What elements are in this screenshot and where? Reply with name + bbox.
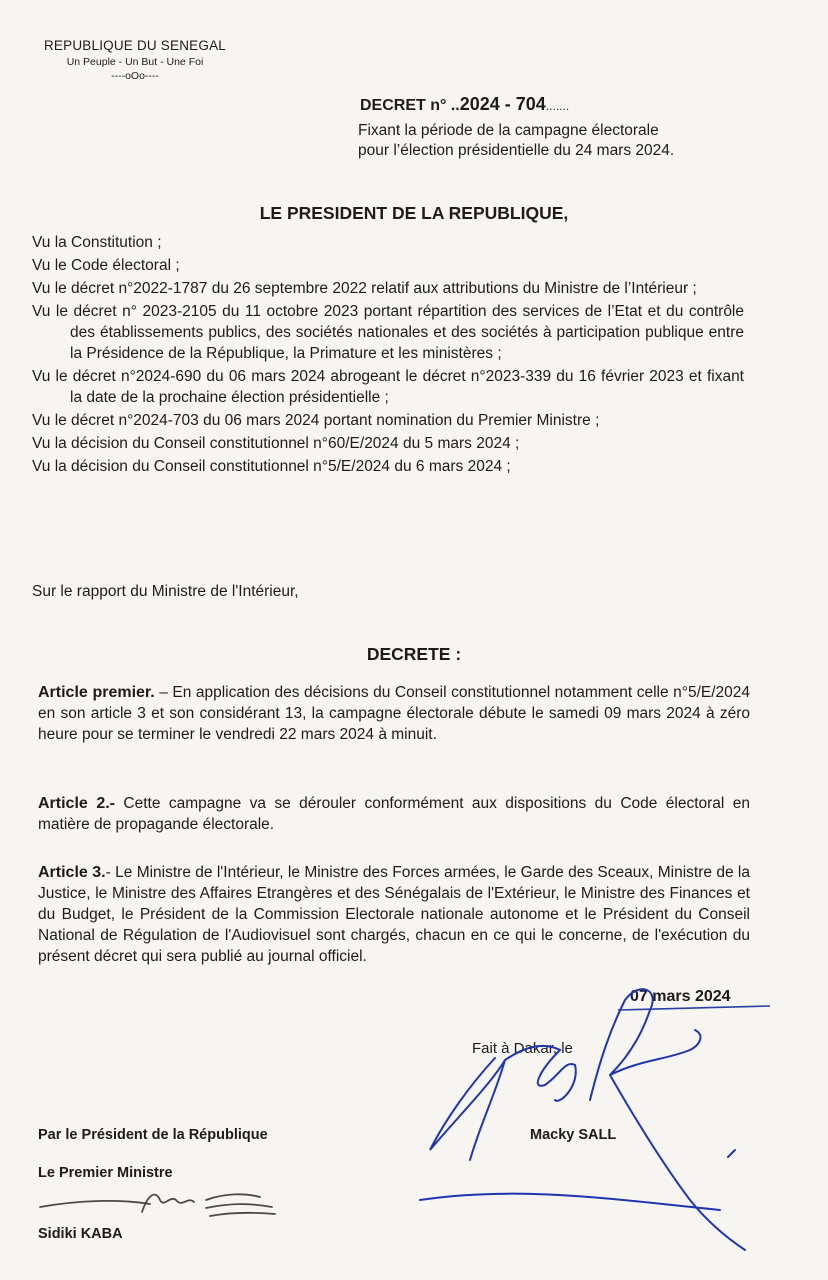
decree-number (360, 94, 569, 115)
fait-a-dakar: Fait à Dakar, le (472, 1040, 573, 1057)
country-name: REPUBLIQUE DU SENEGAL (43, 38, 226, 53)
by-president-label: Par le Président de la République (38, 1127, 268, 1143)
decree-trailing-dots: ....... (545, 99, 570, 113)
legal-references (32, 232, 744, 479)
president-heading: LE PRESIDENT DE LA REPUBLIQUE, (259, 203, 569, 223)
rapport-line: Sur le rapport du Ministre de l'Intérieur, (32, 583, 299, 600)
article-label: Article premier. (38, 684, 155, 701)
ornament: ----oOo---- (111, 70, 159, 82)
article-text: - Le Ministre de l'Intérieur, le Ministre des Forces armées, le Garde des Sceaux, Ministre de la Justice, le Ministre des Affaires Etrangères et des Sénégalais de l'Extérieur, le Ministre des Finances et du Budget, le Président de la Commission Electorale nationale autonome et le Président du Conseil National de Régulation de l'Audiovisuel sont chargés, chacun en ce qui le concerne, de l'exécution du présent décret qui sera publié au journal officiel. (38, 864, 750, 965)
decree-title-line: Fixant la période de la campagne électorale (358, 122, 659, 139)
letterhead (30, 38, 240, 82)
article-label: Article 3. (38, 864, 106, 881)
legal-reference: Vu le Code électoral ; (32, 257, 180, 274)
legal-reference: Vu la décision du Conseil constitutionnel n°5/E/2024 du 6 mars 2024 ; (32, 458, 511, 475)
article-label: Article 2.- (38, 795, 116, 812)
legal-reference: Vu le décret n°2024-690 du 06 mars 2024 abrogeant le décret n°2023-339 du 16 février 2023 et fixant la date de la prochaine élection présidentielle ; (32, 368, 744, 406)
decree-label: DECRET n° .. (360, 97, 460, 114)
article-2 (38, 793, 750, 835)
decrete-heading: DECRETE : (366, 644, 462, 664)
article-premier (38, 682, 750, 745)
signature-date: 07 mars 2024 (630, 988, 731, 1005)
legal-reference: Vu le décret n° 2023-2105 du 11 octobre 2023 portant répartition des services de l’Etat et du contrôle des établissements publics, des sociétés nationales et des sociétés à participation publique entre la Présidence de la République, la Primature et les ministères ; (32, 303, 744, 362)
president-name: Macky SALL (530, 1127, 617, 1143)
date-underline-stroke (618, 1006, 770, 1010)
pm-signature (40, 1194, 275, 1216)
decree-number-value: 2024 - 704 (459, 94, 546, 114)
premier-ministre-title: Le Premier Ministre (38, 1165, 173, 1181)
premier-ministre-name: Sidiki KABA (38, 1226, 123, 1242)
president-signature (420, 989, 745, 1250)
legal-reference: Vu le décret n°2022-1787 du 26 septembre 2022 relatif aux attributions du Ministre de l’Intérieur ; (32, 280, 697, 297)
article-text: – En application des décisions du Conseil constitutionnel notamment celle n°5/E/2024 en son article 3 et son considérant 13, la campagne électorale débute le samedi 09 mars 2024 à zéro heure pour se terminer le vendredi 22 mars 2024 à minuit. (38, 684, 751, 743)
legal-reference: Vu la décision du Conseil constitutionnel n°60/E/2024 du 5 mars 2024 ; (32, 435, 520, 452)
national-motto: Un Peuple - Un But - Une Foi (66, 56, 204, 68)
decree-title-line: pour l’élection présidentielle du 24 mars 2024. (358, 142, 675, 159)
legal-reference: Vu le décret n°2024-703 du 06 mars 2024 portant nomination du Premier Ministre ; (32, 412, 600, 429)
article-text: Cette campagne va se dérouler conformément aux dispositions du Code électoral en matière de propagande électorale. (38, 795, 751, 833)
article-3 (38, 862, 750, 967)
legal-reference: Vu la Constitution ; (32, 234, 162, 251)
decree-title (358, 121, 738, 161)
